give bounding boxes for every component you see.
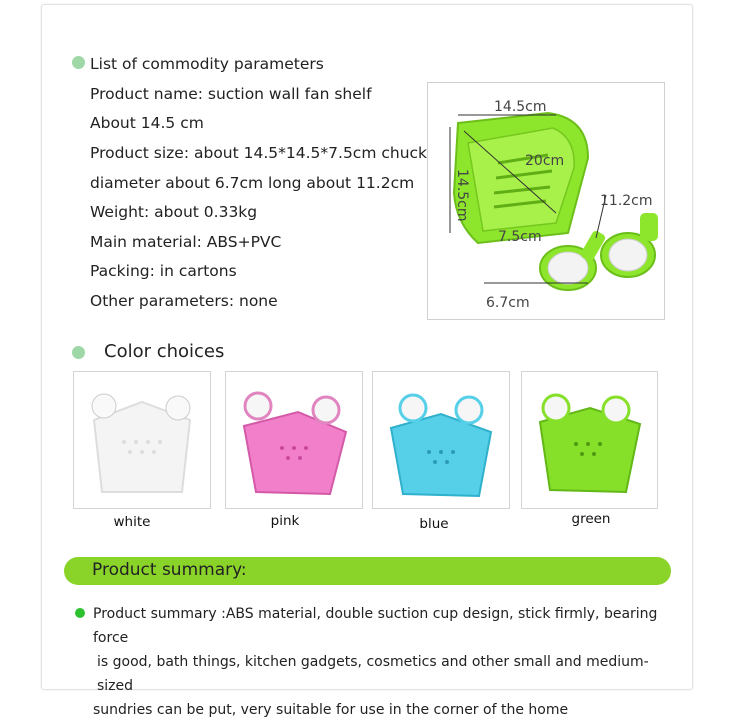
dim-label-height: 7.5cm bbox=[498, 229, 542, 245]
summary-heading: Product summary: bbox=[92, 560, 247, 580]
param-line: Product size: about 14.5*14.5*7.5cm chuck bbox=[90, 144, 428, 162]
param-line: Weight: about 0.33kg bbox=[90, 203, 258, 221]
color-label-white: white bbox=[113, 514, 151, 530]
color-option-white[interactable] bbox=[73, 371, 211, 509]
dim-label-cup-length: 11.2cm bbox=[600, 193, 653, 209]
color-option-green[interactable] bbox=[521, 371, 658, 509]
shelf-dimension-image bbox=[428, 83, 664, 319]
params-bullet-icon bbox=[72, 56, 85, 69]
colors-bullet-icon bbox=[72, 346, 85, 359]
color-label-blue: blue bbox=[419, 516, 449, 532]
param-line: Packing: in cartons bbox=[90, 262, 237, 280]
color-label-pink: pink bbox=[270, 513, 300, 529]
summary-line-1: Product summary :ABS material, double suction cup design, stick firmly, bearing force bbox=[93, 606, 658, 646]
summary-text bbox=[93, 602, 683, 722]
param-line: Main material: ABS+PVC bbox=[90, 233, 282, 251]
summary-line-3: sundries can be put, very suitable for use in the corner of the home bbox=[93, 702, 569, 718]
dim-label-diagonal: 20cm bbox=[525, 153, 565, 169]
param-line: diameter about 6.7cm long about 11.2cm bbox=[90, 174, 415, 192]
summary-line-2: is good, bath things, kitchen gadgets, cosmetics and other small and medium-sized bbox=[97, 654, 649, 694]
color-option-pink[interactable] bbox=[225, 371, 363, 509]
blue-shelf-image bbox=[373, 372, 509, 508]
param-line: About 14.5 cm bbox=[90, 114, 204, 132]
white-shelf-image bbox=[74, 372, 210, 508]
params-heading: List of commodity parameters bbox=[90, 55, 324, 73]
color-label-green: green bbox=[571, 511, 611, 527]
dim-label-width: 14.5cm bbox=[494, 99, 547, 115]
green-shelf-image bbox=[522, 372, 657, 508]
param-line: Other parameters: none bbox=[90, 292, 278, 310]
summary-bullet-icon bbox=[75, 608, 85, 618]
colors-heading: Color choices bbox=[104, 341, 225, 362]
pink-shelf-image bbox=[226, 372, 362, 508]
dim-label-depth: 14.5cm bbox=[454, 169, 470, 222]
color-option-blue[interactable] bbox=[372, 371, 510, 509]
dimension-diagram bbox=[427, 82, 665, 320]
dim-label-cup-diameter: 6.7cm bbox=[486, 295, 530, 311]
param-line: Product name: suction wall fan shelf bbox=[90, 85, 372, 103]
